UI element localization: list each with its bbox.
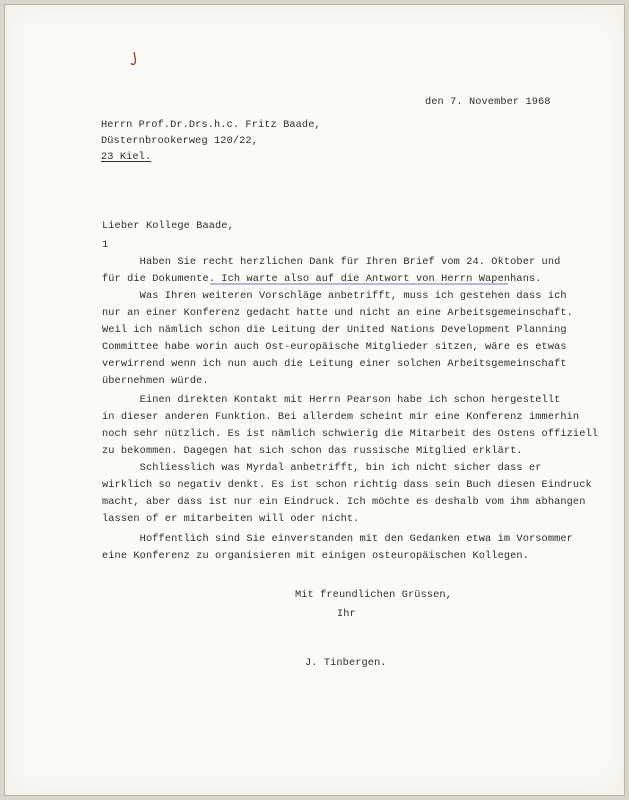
body-line: Schliesslich was Myrdal anbetrifft, bin ich nicht sicher dass er: [102, 462, 542, 474]
body-line: nur an einer Konferenz gedacht hatte und nicht an eine Arbeitsgemeinschaft.: [102, 307, 573, 319]
body-line: verwirrend wenn ich nun auch die Leitung einer solchen Arbeitsgemeinschaft: [102, 358, 567, 370]
body-line: Weil ich nämlich schon die Leitung der United Nations Development Planning: [102, 324, 567, 336]
body-line: Was Ihren weiteren Vorschläge anbetrifft, muss ich gestehen dass ich: [102, 290, 567, 302]
closing: Mit freundlichen Grüssen,: [295, 589, 452, 601]
recipient-city: 23 Kiel.: [101, 151, 152, 163]
recipient-name: Herrn Prof.Dr.Drs.h.c. Fritz Baade,: [101, 119, 321, 131]
letter-page: [4, 4, 625, 796]
body-line: Haben Sie recht herzlichen Dank für Ihren Brief vom 24. Oktober und: [102, 256, 561, 268]
pen-mark-icon: [129, 51, 143, 67]
body-line: lassen of er mitarbeiten will oder nicht.: [102, 513, 360, 525]
closing-ihr: Ihr: [337, 608, 356, 620]
body-line: eine Konferenz zu organisieren mit einigen osteuropäischen Kollegen.: [102, 550, 529, 562]
underline-mark: [210, 282, 510, 286]
signature: J. Tinbergen.: [305, 657, 387, 669]
body-line: Committee habe worin auch Ost-europäische Mitglieder sitzen, wäre es etwas: [102, 341, 567, 353]
body-line: noch sehr nützlich. Es ist nämlich schwierig die Mitarbeit des Ostens offiziell: [102, 428, 599, 440]
body-line: wirklich so negativ denkt. Es ist schon richtig dass sein Buch diesen Eindruck: [102, 479, 592, 491]
body-line: übernehmen würde.: [102, 375, 209, 387]
body-line-text: für die Dokumente. Ich warte also auf die Antwort von Herrn Wapenhans.: [102, 273, 542, 285]
body-line: Einen direkten Kontakt mit Herrn Pearson habe ich schon hergestellt: [102, 394, 561, 406]
body-line: zu bekommen. Dagegen hat sich schon das russische Mitglied erklärt.: [102, 445, 523, 457]
salutation: Lieber Kollege Baade,: [102, 220, 234, 232]
body-line: in dieser anderen Funktion. Bei allerdem scheint mir eine Konferenz immerhin: [102, 411, 580, 423]
margin-number: 1: [102, 239, 109, 251]
recipient-street: Düsternbrookerweg 120/22,: [101, 135, 258, 147]
body-line: Hoffentlich sind Sie einverstanden mit den Gedanken etwa im Vorsommer: [102, 533, 573, 545]
letter-date: den 7. November 1968: [425, 96, 551, 108]
body-line: macht, aber dass ist nur ein Eindruck. Ich möchte es deshalb vom ihm abhangen: [102, 496, 586, 508]
